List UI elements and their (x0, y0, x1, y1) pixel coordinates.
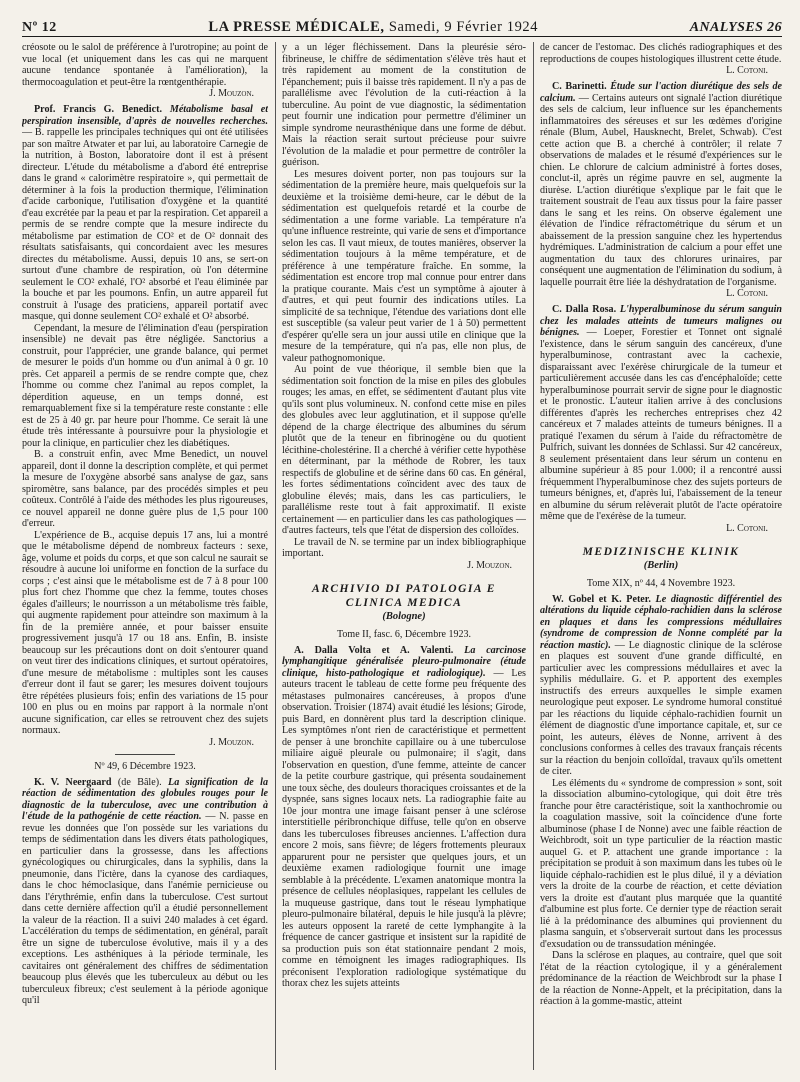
continued-text: de cancer de l'estomac. Des clichés radiographiques et des reproductions de coupes histologiques illustrent cette étude. (540, 42, 782, 65)
section-label: ANALYSES 26 (689, 20, 782, 35)
journal-section-city: (Bologne) (382, 610, 426, 622)
journal-section-city: (Berlin) (643, 559, 679, 571)
abstract-subtitle: (étude clinique, histo-pathologique et radiologique). (282, 656, 526, 679)
abstract-body: — Loeper, Forestier et Tonnet ont signalé l'existence, dans le sérum sanguin des cancéreux, d'une hyperalbuminose, contrastant avec la cachexie, disparaissant avec l'exérèse chirurgicale de la tumeur et particulièrement accusée dans les cas d'encéphaloïde; cette hyperalbuminose pourrait servir de signe pour le diagnostic et le pronostic. L'auteur italien arrive à des conclusions différentes d'après les recherches entreprises chez 42 cancéreux et 7 malades atteints de tumeurs bénignes. Il a pratiqué l'examen du sérum à l'aide du réfractomètre de Pulfrich, suivant les données de Schlassi. Sur 42 cancéreux, 8 seulement présentaient dans leur sérum un contenu en albumine supérieur à 85 pour 1.000; il a rencontré aussi fréquemment l'hyperalbuminose chez des sujets porteurs de tumeurs bénignes, et, d'après lui, l'abaissement de la teneur en albumine du sérum relèverait plutôt de l'acte opératoire même que de l'exérèse de la tumeur. (540, 327, 782, 522)
abstract-dalla-rosa (540, 304, 782, 523)
column-divider (533, 42, 534, 1070)
abstract-paragraph: Les éléments du « syndrome de compression » sont, soit la dissociation albumino-cytologique, qui doit être très franche pour être caractéristique, soit la xanthochromie ou la coagulation massive, soit la coïncidence d'une forte albuminose (phase I de Nonne) avec une faible réaction de Weichbrodt, soit un type particulier de la réaction mastic auquel G. et P. attachent une grande importance : la précipitation se produit à son maximum dans les tubes où le liquide céphalo-rachidien est le plus dilué, il y a déviation vers la droite de la courbe de réaction, et cette déviation vers la droite est d'autant plus marquée que la quantité d'albumine est plus forte. Ce dernier type de réaction serait lié à la prédominance des albumines qui proviennent du plasma sanguin, et s'observerait surtout dans les processus d'exsudation ou de transsudation méningée. (540, 777, 782, 950)
abstract-title: Métabolisme basal et perspiration insensible, d'après de nouvelles recherches. (22, 104, 268, 127)
abstract-title: La signification de la réaction de sédimentation des globules rouges pour le diagnostic de la tuberculose, avec une contribution à l'étude de la pathogénie de cette réaction. (22, 776, 268, 822)
abstract-paragraph: B. a construit enfin, avec Mme Benedict, un nouvel appareil, dont il donne la description complète, et qui permet la mesure de l'oxygène absorbé sans analyse de gaz, sans spiromètre, sans balance, par des procédés simples et peu coûteux. Contrôlé à l'aide des méthodes les plus rigoureuses, ce nouvel appareil ne donne guère plus de 1,5 pour 100 d'erreur. (22, 449, 268, 529)
abstract-paragraph: L'expérience de B., acquise depuis 17 ans, lui a montré que le métabolisme dépend de nombreux facteurs : sexe, âge, volume et poids du corps, et que son calcul ne saurait se résoudre à aucune loi uniforme en fonction de la surface du corps ; c'est ainsi que le métabolisme est de 7 à 8 pour 100 plus fort chez l'homme que chez la femme, toutes choses égales d'ailleurs; le nourrisson a un métabolisme très faible, qui augmente rapidement pour atteindre son maximum à la fin de la première année, et pour baisser ensuite progressivement jusqu'à 17 ou 18 ans. Enfin, B. insiste beaucoup sur les précautions dont on doit s'entourer quand on veut tirer des indications cliniques, et surtout opératoires, d'une mesure de métabolisme : multiples sont les causes d'erreur dont il faut se garer; les mesures doivent toujours être répétées plusieurs fois; enfin des variations de 15 pour 100 en plus ou en moins par rapport à la normale n'ont aucune signification, car elles se retrouvent chez des sujets normaux. (22, 529, 268, 736)
author-signature: L. Cotoni. (726, 288, 768, 299)
abstract-barinetti (540, 81, 782, 288)
abstract-gobel-peter (540, 594, 782, 778)
abstract-body: — N. passe en revue les données que l'on possède sur les variations du temps de sédimentation dans les divers états pathologiques, en particulier dans la grossesse, dans les affections gynécologiques ou chirurgicales, dans la syphilis, dans la pneumonie, dans l'ictère, dans la cyanose des cardiaques, dans le choc hémoclasique, dans l'anémie pernicieuse ou dans l'érythrémie, enfin dans la tuberculose. C'est surtout dans cette dernière affection qu'il a étudié personnellement la valeur de la réaction. Il a suivi 240 malades à cet égard. L'accélération du temps de sédimentation, en général, paraît être un signe de tuberculose évolutive, mais il y a des exceptions. Les asthéniques à la période terminale, les cavitaires ont généralement des chiffres de sédimentation beaucoup plus élevés que les tuberculeux au début ou les tuberculeux fibreux; c'est seulement à la période agonique qu'il (22, 811, 268, 1006)
abstract-paragraph: Dans la sclérose en plaques, au contraire, quel que soit l'état de la réaction cytologique, il y a généralement prédominance de la réaction de Weichbrodt sur la phase I de la réaction de Nonne-Appelt, et la précipitation, dans la réaction à la gomme-mastic, atteint (540, 950, 782, 1007)
journal-section-title: ARCHIVIO DI PATOLOGIA E CLINICA MEDICA (312, 582, 496, 609)
abstract-author: Prof. Francis G. Benedict. (34, 104, 162, 115)
journal-page (22, 14, 782, 1072)
abstract-body: — Le diagnostic clinique de la sclérose en plaques est souvent d'une grande difficulté, en particulier avec les compressions médullaires et avec la syphilis médullaire. G. et P. apportent des exemples instructifs des erreurs auxquelles le simple examen neurologique peut exposer. Le syndrome humoral constitué par les réactions du liquide céphalo-rachidien fournit un élément de diagnostic d'une importance capitale, et, sur ce point, les auteurs, élèves de Nonne, arrivent à des conclusions conformes à celles des travaux français récents sur la réaction du benjoin colloïdal, travaux qu'ils omettent de citer. (540, 639, 782, 777)
abstract-benedict (22, 104, 268, 323)
abstract-body: — Certains auteurs ont signalé l'action diurétique des sels de calcium, leur influence sur les épanchements inflammatoires des séreuses et sur les œdèmes d'origine rénale (Blum, Aubel, Hausknecht, Brelet, Schwab). C'est cette action que B. a cherché à contrôler; il relate 7 observations de malades et le résumé d'expériences sur le chien. Le chlorure de calcium administré à fortes doses, conclut-il, après un régime pauvre en sel, augmente la diurèse. L'action diurétique s'explique par le fait que le traitement soustrait de l'eau aux tissus pour la faire passer dans le sang et les reins. On observe également une élévation de l'indice réfractométrique du sérum et un abaissement de la pression sanguine chez les hypertendus hydrémiques. L'administration de calcium a pour effet une augmentation du taux des chlorures urinaires, par conséquent une augmentation de l'élimination du sodium, à laquelle pourrait être liée la déshydratation de l'organisme. (540, 92, 782, 288)
abstract-paragraph: Cependant, la mesure de l'élimination d'eau (perspiration insensible) ne devait pas être négligée. Sanctorius a construit, pour l'apprécier, une grande balance, qui permet de mesurer le poids d'un homme ou d'un animal à 0 gr. 10 près. Cet appareil a permis de se rendre compte que, chez l'homme ou comme chez l'animal au repos complet, la déperdition aqueuse, en un temps donné, est remarquablement fixe si la température reste constante : elle est de 25 à 40 gr. par heure pour l'homme. Ce serait là une étude très intéressante à poursuivre pour la physiologie et pour la clinique, en particulier chez les diabétiques. (22, 322, 268, 449)
issue-dateline: Tome II, fasc. 6, Décembre 1923. (337, 628, 471, 640)
journal-title-line (208, 19, 538, 36)
abstract-title: Le diagnostic différentiel des altérations du liquide céphalo-rachidien dans la sclérose en plaques et dans les compressions médullaires (syndrome de compression de Nonne complété par la réaction mastic). (540, 593, 782, 651)
abstract-body: — Les auteurs tracent le tableau de cette forme peu fréquente des métastases pulmonaires cancéreuses, à propos d'une observation. Troisier (1874) avait étudié les lésions; Girode, puis Bard, en donnèrent plus tard la description clinique. Les symptômes n'ont rien de caractéristique et permettent de penser à une bronchite capillaire ou à une tuberculose miliaire aiguë pleurale ou pulmonaire; il s'agit, dans l'observation en question, d'une femme, atteinte de cancer de la petite courbure gastrique, qui présenta soudainement une toux sèche, des douleurs thoraciques croissantes et de la dyspnée, sans signes locaux nets. La radiographie faite au 10e jour montra une image faisant penser à une sclérose interstitielle péribronchique diffuse, telle qu'on en observe dans les tuberculoses fibreuses anciennes. L'affection dura encore 2 mois, sans fièvre; de légers frottements pleuraux apparurent pour ne persister que quelques jours, et un deuxième examen radiologique fournit une image semblable à la précédente. L'examen anatomique montra la présence de cellules néoplasiques, rappelant les cellules de la muqueuse gastrique, dans tout le réseau lymphatique pleuro-pulmonaire bilatéral, depuis le hile jusqu'à la plèvre; les auteurs opposent la rareté de cette lymphangite à la fréquence de cancer gastrique et insistent sur la rapidité de sa production puis son état stationnaire pendant 2 mois, comme en témoignent les images radiographiques. Ils préconisent l'exploration radiologique systématique du thorax chez les sujets atteints (282, 667, 526, 989)
abstract-author: A. Dalla Volta et A. Valenti. (294, 644, 454, 656)
page-header (22, 14, 782, 37)
continued-text: créosote ou le salol de préférence à l'urotropine; au point de vue local (et uniquement dans les cas qui ne marquent aucune tendance spontanée à l'amélioration), la thermocoagulation et peut-être la rœntgenthérapie. (22, 42, 268, 88)
journal-name: LA PRESSE MÉDICALE, (208, 19, 385, 35)
abstract-author: C. Dalla Rosa. (552, 304, 617, 315)
abstract-title: La carcinose lymphangitique généralisée pleuro-pulmonaire (282, 644, 526, 667)
abstract-author: K. V. Neergaard (34, 776, 112, 788)
author-signature: J. Mouzon. (209, 88, 254, 99)
author-signature: J. Mouzon. (209, 736, 254, 748)
abstract-dalla-volta (282, 645, 526, 990)
abstract-body: — B. rappelle les principales techniques qui ont été utilisées par son maître Atwater et par lui, au laboratoire Carnegie de la nutrition, à Boston, laboratoire dont il est à présent directeur. L'étude du métabolisme a d'abord été entreprise dans le grand « calorimètre respiratoire », qui permettait de déterminer à la fois la production thermique, l'élimination d'acide carbonique, l'utilisation d'oxygène et la quantité d'eau excrétée par la peau et par la respiration. Cet appareil a permis de se rendre compte que la mesure indirecte du métabolisme par estimation de CO² et de O² donnait des résultats satisfaisants, qui concordaient avec les mesures directes du métabolisme. Aussi, depuis 10 ans, se sert-on surtout d'une chambre de respiration, où l'on détermine seulement le CO² exhalé, l'O² absorbé et l'eau éliminée par la bouche et par les poumons. Enfin, un autre appareil fut construit à l'usage des praticiens, appareil portatif avec masque, qui donne seulement CO² exhalé et O² absorbé. (22, 127, 268, 322)
abstract-author: C. Barinetti. (552, 81, 607, 92)
continued-text: y a un léger fléchissement. Dans la pleurésie séro-fibrineuse, le chiffre de sédimentation s'élève très haut et très rapidement au moment de la constitution de l'épanchement; puis il baisse très rapidement. Il n'y a pas de parallélisme avec l'évolution de la cuti-réaction à la tuberculine. Au point de vue diagnostic, la sédimentation peut fournir une indication pour permettre d'éliminer un simple syndrome neurasthénique dans une forme de début. Mais la réaction serait surtout précieuse pour suivre l'évolution de la maladie et pour permettre de contrôler la guérison. (282, 42, 526, 168)
text-columns (22, 42, 782, 1072)
issue-dateline: Tome XIX, nº 44, 4 Novembre 1923. (586, 577, 736, 589)
journal-section-title: MEDIZINISCHE KLINIK (582, 545, 740, 558)
issue-date: Samedi, 9 Février 1924 (388, 19, 539, 35)
column-middle (282, 42, 526, 1072)
abstract-title: Étude sur l'action diurétique des sels de calcium. (540, 81, 782, 104)
abstract-paragraph: Le travail de N. se termine par un index bibliographique important. (282, 536, 526, 559)
author-signature: L. Cotoni. (726, 65, 768, 76)
column-left (22, 42, 268, 1072)
column-divider (275, 42, 276, 1070)
author-signature: L. Cotoni. (726, 522, 768, 534)
abstract-neergaard (22, 777, 268, 1007)
issue-dateline: Nº 49, 6 Décembre 1923. (94, 760, 196, 772)
abstract-paragraph: Les mesures doivent porter, non pas toujours sur la sédimentation de la première heure, mais quelquefois sur la deuxième et la troisième demi-heure, car le début de la sédimentation est quelquefois retardé et la courbe de sédimentation a une forme variable. La température n'a qu'une influence restreinte, qui varie de sens et d'importance selon les cas. Il vaut mieux, de toutes manières, observer la sédimentation toujours à la même température, et de préférence à une température fraîche. En somme, la sédimentation est encore trop mal connue pour entrer dans la pratique courante. Mais c'est un symptôme à ajouter à d'autres, et qui peut fournir des indications utiles. La simplicité de sa technique, l'étendue des variations dont elle est susceptible (sa valeur peut varier de 1 à 50) permettent d'espérer qu'elle sera un jour aussi utile en clinique que la mesure de la température, qui n'a pas, elle non plus, de valeur pathognomonique. (282, 168, 526, 364)
column-right (540, 42, 782, 1072)
author-signature: J. Mouzon. (467, 559, 512, 571)
page-number: Nº 12 (22, 20, 57, 35)
abstract-title: L'hyperalbuminose du sérum sanguin chez les malades atteints de tumeurs malignes ou bénignes. (540, 304, 782, 338)
abstract-paragraph: Au point de vue théorique, il semble bien que la sédimentation soit fonction de la mise en piles des globules rouges; les amas, en effet, se sédimentent d'autant plus vite qu'ils sont plus volumineux. N. confond cette mise en piles des globules avec leur agglutination, et il suppose qu'elle dépend de la charge électrique des albumines du sérum plutôt que de la teneur en fibrinogène ou du quotient lécithine-cholestérine. Il a cherché à vérifier cette hypothèse en déterminant, par la méthode de Robrer, les taux respectifs de globuline et de sérine dans 60 cas. En général, les fortes sédimentations coïncident avec des taux de globuline élevés; mais, dans les cas particuliers, le parallélisme reste tout à fait approximatif. Il existe certainement — en particulier dans les cas pathologiques — d'autres facteurs, tels que l'état de dispersion des colloïdes. (282, 364, 526, 536)
author-origin: (de Bâle). (117, 776, 162, 788)
separator-rule (115, 754, 175, 755)
abstract-author: W. Gobel et K. Peter. (552, 593, 651, 605)
